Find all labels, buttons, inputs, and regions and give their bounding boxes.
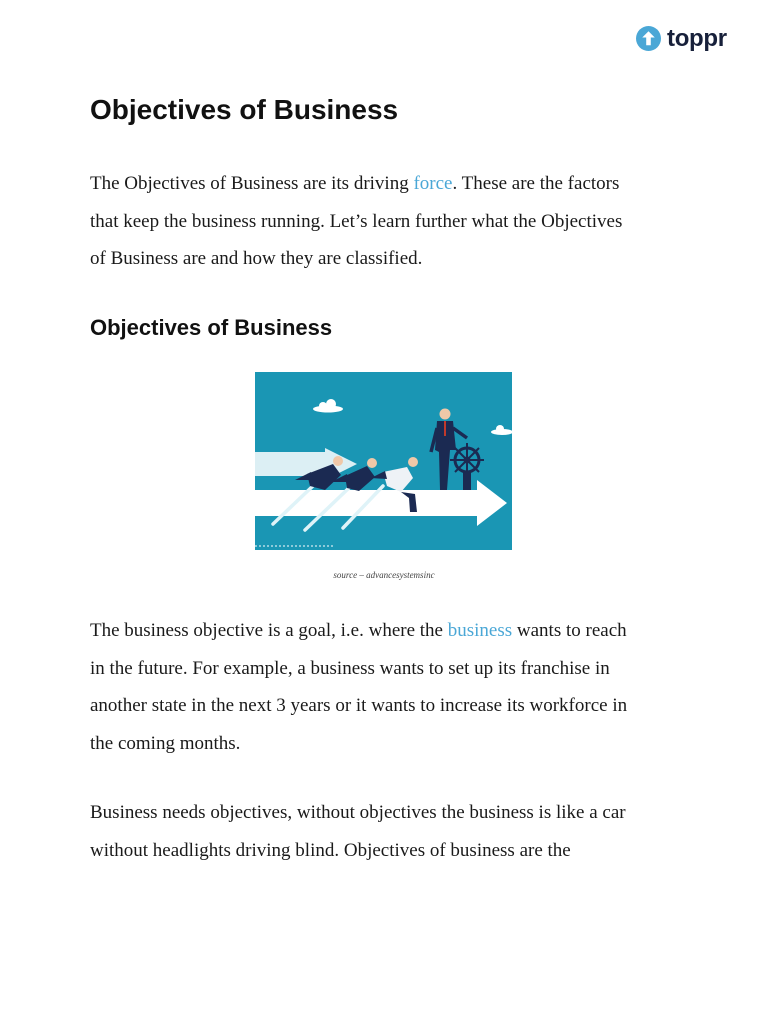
business-link[interactable]: business: [447, 620, 513, 641]
objectives-need-paragraph: [90, 794, 690, 869]
intro-line-1: [90, 165, 690, 203]
brand-name: toppr: [667, 24, 727, 52]
intro-text-end: . These are the factors: [452, 173, 620, 194]
figure-caption: source – advancesystemsinc: [333, 570, 435, 580]
objective-definition-paragraph: [90, 612, 690, 762]
intro-line-2: that keep the business running. Let’s learn further what the Objectives: [90, 210, 623, 232]
up-arrow-circle-icon: [636, 26, 661, 51]
paragraph2-text-end: wants to reach: [512, 620, 627, 641]
page-title: Objectives of Business: [90, 94, 399, 125]
paragraph3-line-2: without headlights driving blind. Objectives of business are the: [90, 839, 571, 861]
intro-text-start: The Objectives of Business are its driving: [90, 173, 414, 194]
business-illustration: [255, 372, 512, 550]
intro-line-3: of Business are and how they are classified.: [90, 248, 423, 269]
section-heading: Objectives of Business: [90, 315, 333, 340]
force-link[interactable]: force: [413, 173, 453, 194]
paragraph2-line-3: another state in the next 3 years or it wants to increase its workforce in: [90, 695, 628, 716]
intro-paragraph: [90, 165, 690, 278]
paragraph2-text-start: The business objective is a goal, i.e. where the: [90, 620, 448, 641]
toppr-logo[interactable]: [636, 26, 727, 51]
paragraph2-line-4: the coming months.: [90, 732, 241, 754]
paragraph2-line-2: in the future. For example, a business wants to set up its franchise in: [90, 657, 610, 679]
paragraph2-line-1: [90, 612, 690, 650]
paragraph3-line-1: Business needs objectives, without objectives the business is like a car: [90, 802, 626, 823]
